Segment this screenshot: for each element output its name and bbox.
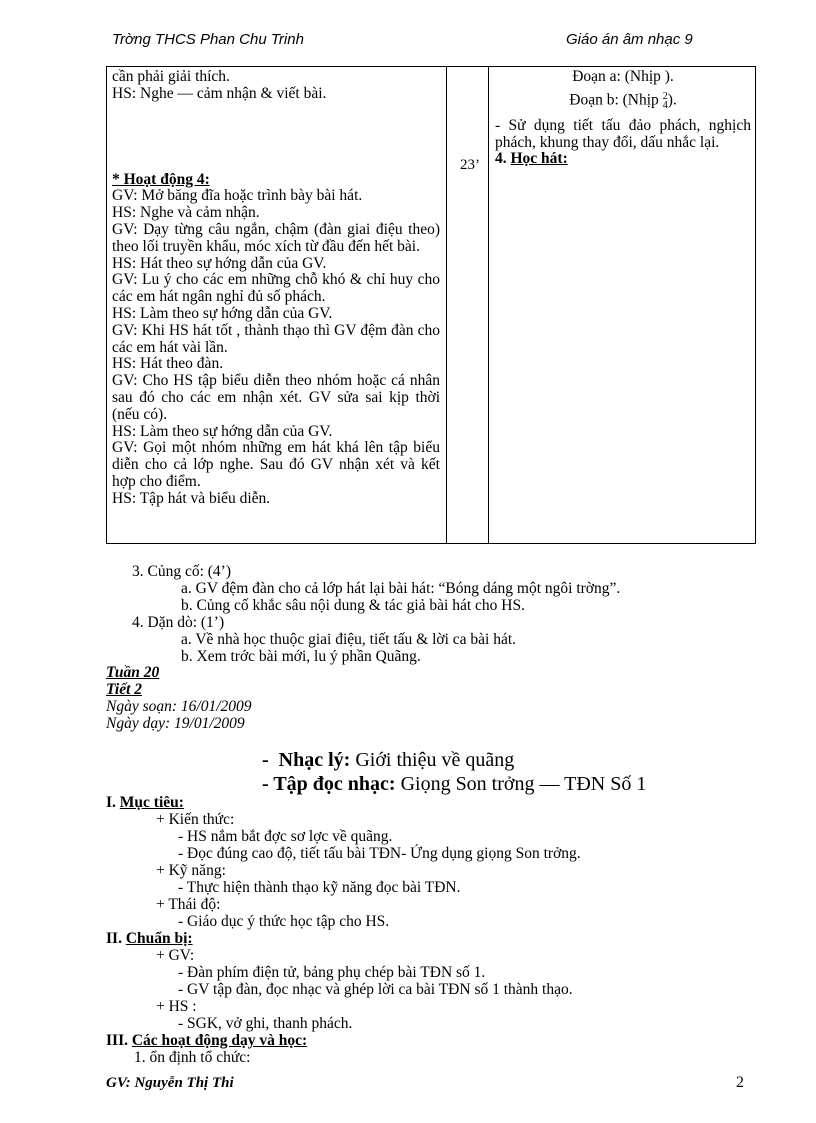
tuan: Tuần 20 [106,664,160,681]
lesson-title-1: - Nhạc lý: Giới thiệu về quãng [262,749,515,771]
spacer [112,103,440,172]
table-text: GV: Mở băng đĩa hoặc trình bày bài hát. [112,187,363,205]
hoc-hat-heading: 4. Học hát: [495,150,568,168]
content-column [495,69,751,168]
list-item: - HS nắm bắt đợc sơ lợc về quãng. [178,828,393,845]
time-signature: 2 4 [662,90,668,111]
table-text: HS: Nghe và cảm nhận. [112,204,260,222]
kien-thuc: + Kiến thức: [156,811,235,828]
table-text: HS: Làm theo sự hớng dẫn của GV. [112,422,333,440]
ky-nang: + Kỹ năng: [156,862,226,879]
activity-heading: * Hoạt động 4: [112,170,210,188]
objectives [106,794,581,1066]
table-text: HS: Hát theo sự hớng dẫn của GV. [112,254,327,272]
on-dinh: 1. ổn định tổ chức: [134,1049,251,1066]
section-heading: I. Mục tiêu: [106,794,184,811]
thai-do: + Thái độ: [156,896,221,913]
lesson-title-2: - Tập đọc nhạc: Giọng Son trởng — TĐN Số 1 [262,773,647,795]
rhythm-note: - Sử dụng tiết tấu đảo phách, nghịch phách, khung thay đổi, dấu nhắc lại. [495,116,751,151]
ngay-soan: Ngày soạn: 16/01/2009 [106,698,252,715]
table-divider [488,67,489,543]
page-number: 2 [736,1074,744,1091]
cung-co-a: a. GV đệm đàn cho cả lớp hát lại bài hát: “Bóng dáng một ngôi trờng”. [181,580,621,597]
dan-do-title: 4. Dặn dò: (1’) [132,614,225,631]
header-school: Trờng THCS Phan Chu Trinh [112,31,304,48]
tiet: Tiết 2 [106,681,143,698]
list-item: - SGK, vở ghi, thanh phách. [178,1015,353,1032]
table-text: HS: Nghe — cảm nhận & viết bài. [112,84,327,102]
cung-co-b: b. Củng cố khắc sâu nội dung & tác giả bài hát cho HS. [181,597,525,614]
table-text: GV: Khi HS hát tốt , thành thạo thì GV đệm đàn cho các em hát vài lần. [112,321,440,356]
list-item: - GV tập đàn, đọc nhạc và ghép lời ca bài TĐN số 1 thành thạo. [178,981,573,998]
doan-a: Đoạn a: (Nhịp ). [572,68,674,85]
table-text: cần phải giải thích. [112,68,230,85]
table-text: HS: Hát theo đàn. [112,355,224,373]
teacher-name: GV: Nguyễn Thị Thi [106,1075,234,1091]
dan-do-b: b. Xem trớc bài mới, lu ý phần Quãng. [181,648,421,665]
table-text: HS: Làm theo sự hớng dẫn của GV. [112,304,333,322]
section-heading: III. Các hoạt động dạy và học: [106,1032,308,1049]
table-text: GV: Dạy từng câu ngắn, chậm (đàn giai điệu theo) theo lối truyền khẩu, móc xích từ đầu đến hết bài. [112,220,440,255]
table-text: HS: Tập hát và biểu diễn. [112,489,271,507]
cung-co-block [132,563,620,665]
cung-co-title: 3. Củng cố: (4’) [132,563,232,580]
table-text: GV: Cho HS tập biểu diễn theo nhóm hoặc cá nhân sau đó cho các em nhận xét. GV sửa sai kịp thời (nếu có). [112,372,440,423]
list-item: - Đàn phím điện tử, bảng phụ chép bài TĐN số 1. [178,964,486,981]
table-divider [446,67,447,543]
list-item: - Thực hiện thành thạo kỹ năng đọc bài TĐN. [178,879,461,896]
dan-do-a: a. Về nhà học thuộc giai điệu, tiết tấu & lời ca bài hát. [181,631,517,648]
ngay-day: Ngày dạy: 19/01/2009 [106,715,245,732]
section-heading: II. Chuẩn bị: [106,930,193,947]
gv-heading: + GV: [156,947,195,964]
header-subject: Giáo án âm nhạc 9 [566,31,693,48]
table-text: GV: Gọi một nhóm những em hát khá lên tập biểu diễn cho cả lớp nghe. Sau đó GV nhận xét và kết hợp cho điểm. [112,439,440,490]
lesson-meta [106,664,252,732]
table-text: GV: Lu ý cho các em những chỗ khó & chỉ huy cho các em hát ngân nghỉ đủ số phách. [112,271,440,306]
lesson-table [106,66,756,544]
doan-b: Đoạn b: (Nhịp 2 4). [569,90,677,111]
hs-heading: + HS : [156,998,197,1015]
list-item: - Đọc đúng cao độ, tiết tấu bài TĐN- Ứng dụng giọng Son trởng. [178,845,581,862]
list-item: - Giáo dục ý thức học tập cho HS. [178,913,390,930]
activity-column [112,69,440,508]
time-cell: 23’ [460,157,480,173]
